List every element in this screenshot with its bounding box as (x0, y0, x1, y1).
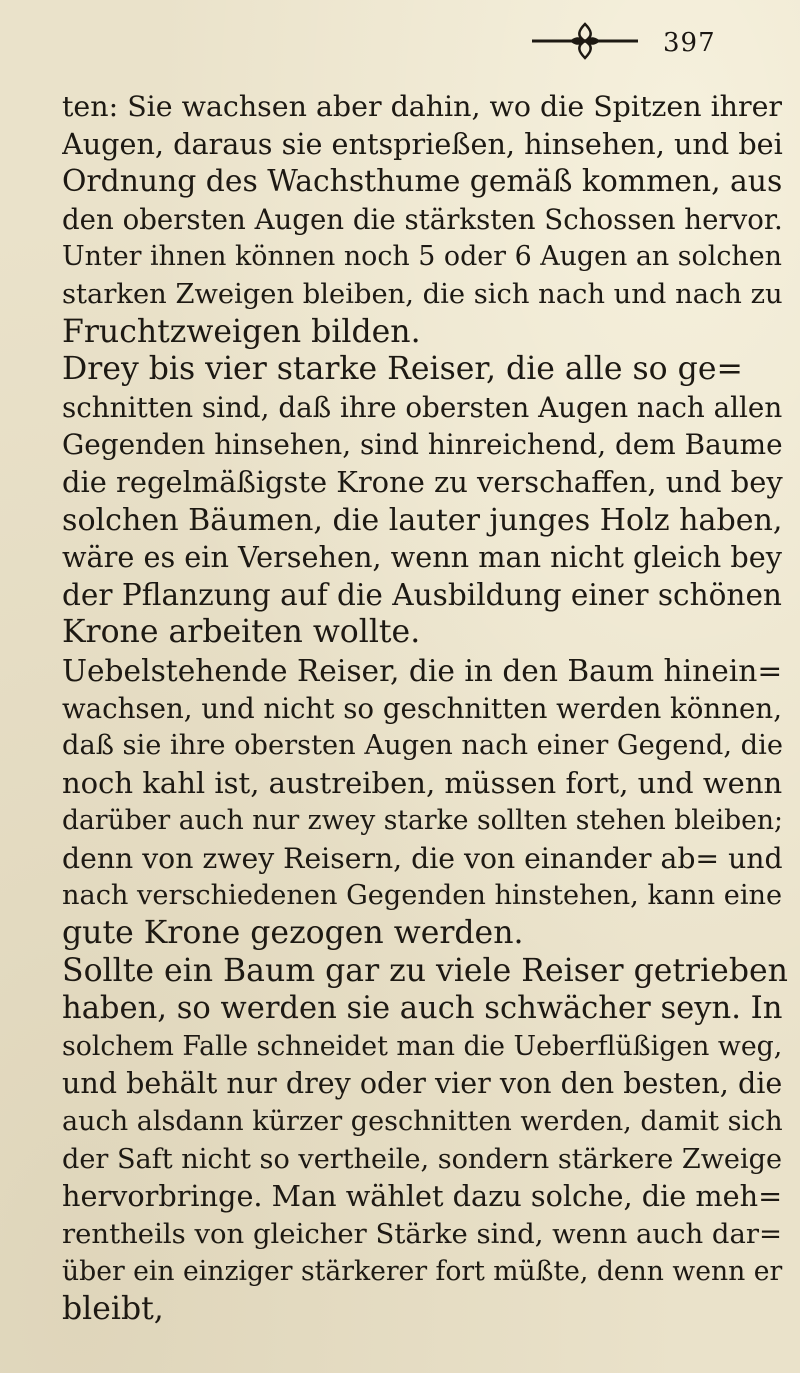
text-line: darüber auch nur zwey starke sollten stehen bleiben; (62, 805, 783, 837)
fleuron-ornament-icon (530, 18, 640, 64)
text-line: die regelmäßigste Krone zu verschaffen, und bey (62, 464, 783, 499)
text-line: denn von zwey Reisern, die von einander ab= und (62, 841, 783, 875)
text-line: gute Krone gezogen werden. (62, 915, 524, 952)
body-text (62, 88, 790, 1373)
text-line: Sollte ein Baum gar zu viele Reiser getrieben (62, 952, 788, 989)
text-line: solchen Bäumen, die lauter junges Holz haben, (62, 502, 783, 538)
page-header (0, 14, 800, 74)
text-line: Uebelstehende Reiser, die in den Baum hinein= (62, 652, 783, 688)
text-line: hervorbringe. Man wählet dazu solche, die meh= (62, 1179, 783, 1214)
text-line: Ordnung des Wachsthume gemäß kommen, aus (62, 164, 783, 200)
text-line: solchem Falle schneidet man die Ueberflüßigen weg, (62, 1030, 783, 1062)
text-line: wachsen, und nicht so geschnitten werden können, (62, 691, 782, 725)
text-line: Drey bis vier starke Reiser, die alle so ge= (62, 351, 743, 388)
text-line: ten: Sie wachsen aber dahin, wo die Spitzen ihrer (62, 90, 783, 123)
text-line: starken Zweigen bleiben, die sich nach und nach zu (62, 278, 783, 310)
text-line: Unter ihnen können noch 5 oder 6 Augen an solchen (62, 241, 782, 273)
text-line: nach verschiedenen Gegenden hinstehen, kann eine (62, 880, 783, 912)
text-line: bleibt, (62, 1291, 164, 1327)
text-line: Fruchtzweigen bilden. (62, 313, 421, 350)
text-line: der Saft nicht so vertheile, sondern stärkere Zweige (62, 1143, 783, 1175)
text-line: und behält nur drey oder vier von den besten, die (62, 1066, 783, 1101)
text-line: rentheils von gleicher Stärke sind, wenn auch dar= (62, 1217, 783, 1250)
text-line: auch alsdann kürzer geschnitten werden, damit sich (62, 1106, 783, 1138)
page-number: 397 (663, 28, 716, 58)
text-line: haben, so werden sie auch schwächer seyn. In (62, 991, 783, 1027)
text-line: Gegenden hinsehen, sind hinreichend, dem Baume (62, 428, 783, 462)
text-line: daß sie ihre obersten Augen nach einer Gegend, die (62, 730, 783, 762)
text-line: über ein einziger stärkerer fort müßte, denn wenn er (62, 1256, 783, 1288)
text-line: der Pflanzung auf die Ausbildung einer schönen (62, 577, 782, 612)
text-line: den obersten Augen die stärksten Schossen hervor. (62, 202, 783, 236)
text-line: Augen, daraus sie entsprießen, hinsehen, und bei (62, 126, 783, 161)
text-line: Krone arbeiten wollte. (62, 614, 421, 651)
text-line: schnitten sind, daß ihre obersten Augen nach allen (62, 390, 783, 424)
text-line: noch kahl ist, austreiben, müssen fort, und wenn (62, 765, 783, 800)
text-line: wäre es ein Versehen, wenn man nicht gleich bey (62, 540, 782, 575)
